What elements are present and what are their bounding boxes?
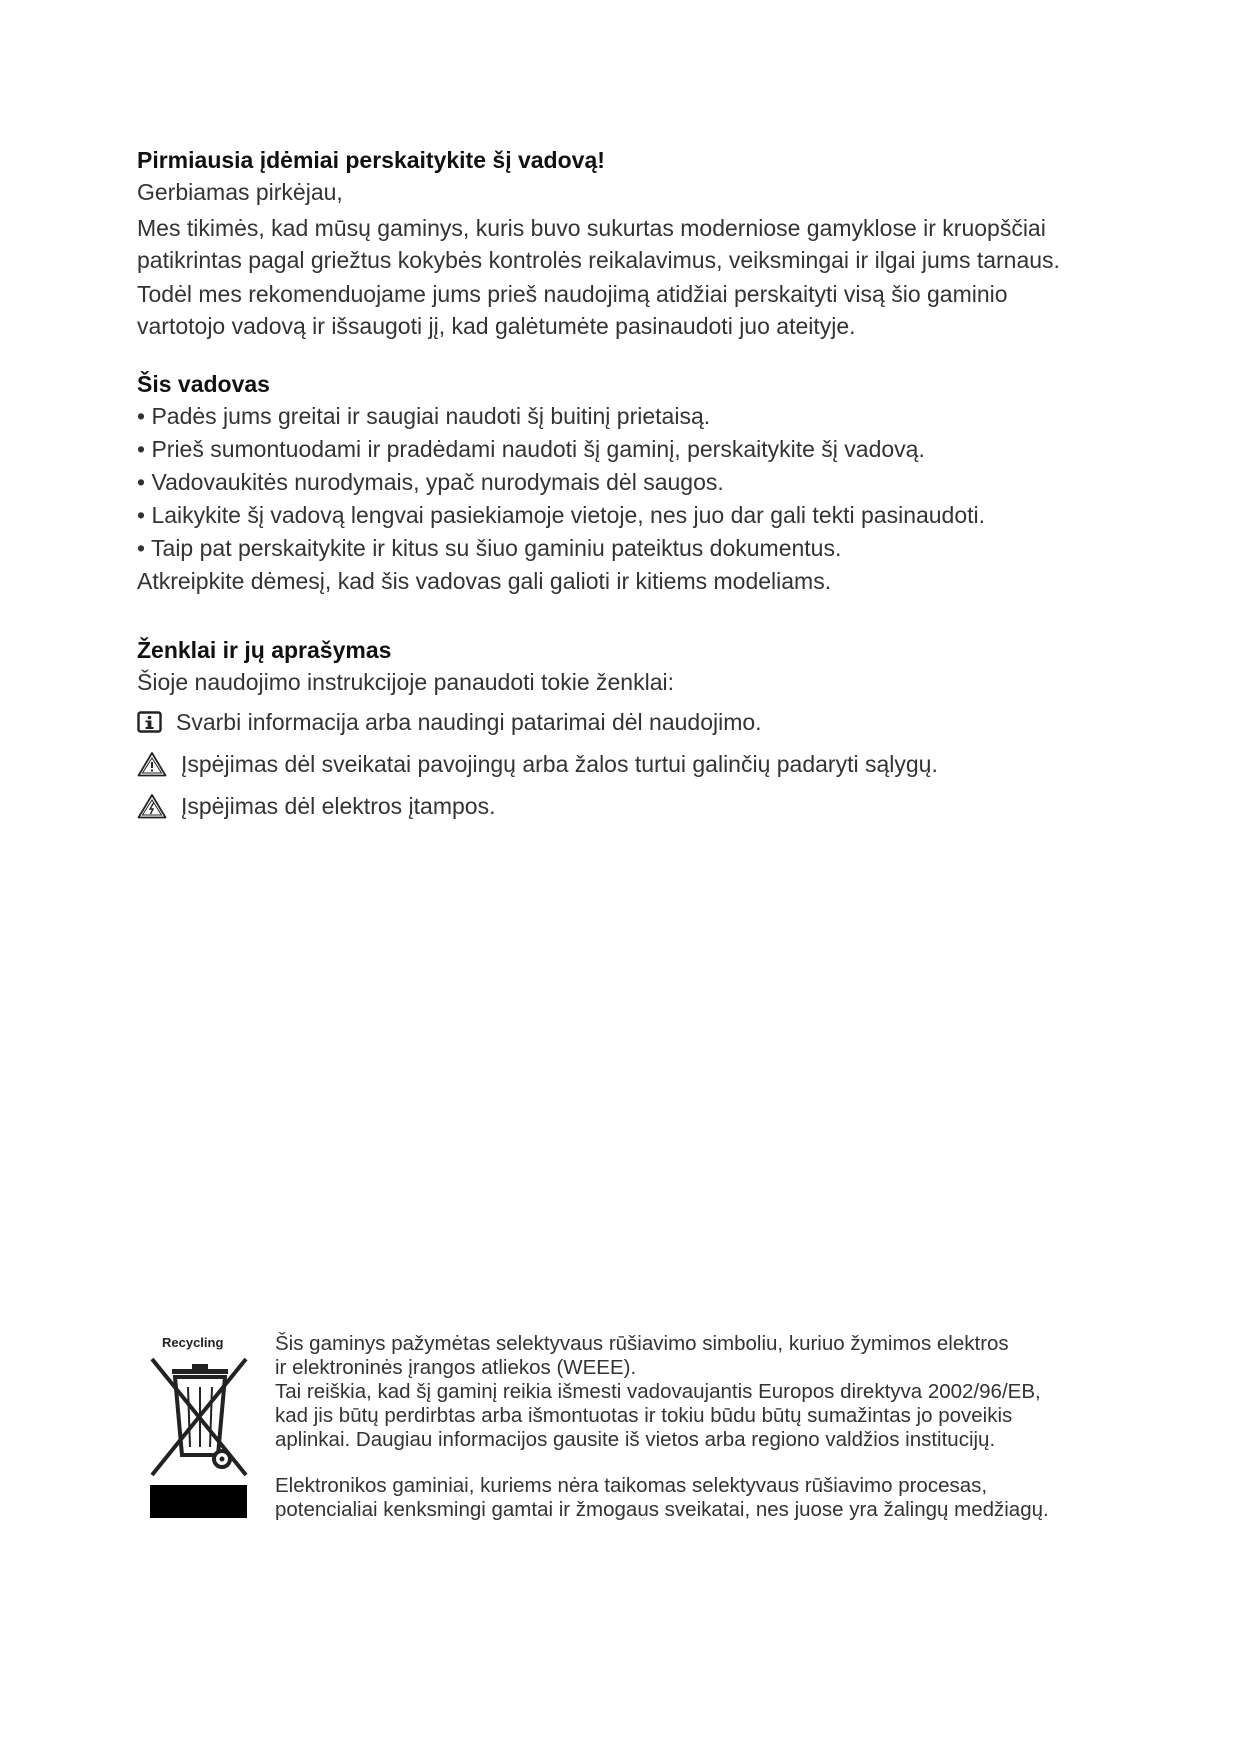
- intro-line: patikrintas pagal griežtus kokybės kontrolės reikalavimus, veiksmingai ir ilgai jums tarnaus.: [137, 247, 1060, 273]
- manual-title: Šis vadovas: [137, 371, 270, 397]
- intro-line: Mes tikimės, kad mūsų gaminys, kuris buvo sukurtas moderniose gamyklose ir kruopščiai: [137, 215, 1046, 241]
- weee-line: Elektronikos gaminiai, kuriems nėra taikomas selektyvaus rūšiavimo procesas,: [275, 1474, 988, 1497]
- recycling-label: Recycling: [162, 1335, 224, 1350]
- warning-icon: [137, 751, 167, 777]
- symbol-text: Įspėjimas dėl sveikatai pavojingų arba žalos turtui galinčių padaryti sąlygų.: [181, 750, 938, 777]
- symbol-row-warning: [137, 747, 938, 781]
- manual-bullet: • Vadovaukitės nurodymais, ypač nurodymais dėl saugos.: [137, 469, 724, 495]
- weee-line: Šis gaminys pažymėtas selektyvaus rūšiavimo simboliu, kuriuo žymimos elektros: [275, 1332, 1009, 1355]
- intro-title: Pirmiausia įdėmiai perskaitykite šį vadovą!: [137, 147, 605, 173]
- weee-line: aplinkai. Daugiau informacijos gausite iš vietos arba regiono valdžios institucijų.: [275, 1428, 996, 1451]
- symbol-text: Įspėjimas dėl elektros įtampos.: [181, 792, 496, 819]
- symbol-row-info: [137, 705, 762, 739]
- intro-line: vartotojo vadovą ir išsaugoti jį, kad galėtumėte pasinaudoti juo ateityje.: [137, 313, 856, 339]
- manual-bullet: • Prieš sumontuodami ir pradėdami naudoti šį gaminį, perskaitykite šį vadovą.: [137, 436, 925, 462]
- symbols-title: Ženklai ir jų aprašymas: [137, 637, 392, 663]
- weee-line: kad jis būtų perdirbtas arba išmontuotas ir tokiu būdu būtų sumažintas jo poveikis: [275, 1404, 1013, 1427]
- manual-section: [137, 368, 1137, 597]
- manual-bullet: • Padės jums greitai ir saugiai naudoti šį buitinį prietaisą.: [137, 403, 711, 429]
- symbol-row-electric: [137, 789, 495, 823]
- black-bar: [150, 1485, 247, 1518]
- weee-line: potencialiai kenksmingi gamtai ir žmogaus sveikatai, nes juose yra žalingų medžiagų.: [275, 1498, 1049, 1521]
- weee-line: ir elektroninės įrangos atliekos (WEEE).: [275, 1356, 637, 1379]
- greeting: Gerbiamas pirkėjau,: [137, 179, 343, 205]
- crossed-bin-icon: [150, 1355, 250, 1483]
- intro-line: Todėl mes rekomenduojame jums prieš naudojimą atidžiai perskaityti visą šio gaminio: [137, 281, 1008, 307]
- symbols-intro: Šioje naudojimo instrukcijoje panaudoti tokie ženklai:: [137, 669, 674, 695]
- weee-line: Tai reiškia, kad šį gaminį reikia išmesti vadovaujantis Europos direktyva 2002/96/EB,: [275, 1380, 1041, 1403]
- symbol-text: Svarbi informacija arba naudingi patarimai dėl naudojimo.: [176, 708, 762, 735]
- info-icon: [137, 711, 162, 733]
- intro-section: [137, 144, 1137, 342]
- symbols-section: [137, 634, 1137, 698]
- weee-paragraph-2: [275, 1474, 1175, 1522]
- manual-bullet: • Taip pat perskaitykite ir kitus su šiuo gaminiu pateiktus dokumentus.: [137, 535, 842, 561]
- manual-note: Atkreipkite dėmesį, kad šis vadovas gali galioti ir kitiems modeliams.: [137, 568, 832, 594]
- electric-warning-icon: [137, 793, 167, 819]
- manual-bullet: • Laikykite šį vadovą lengvai pasiekiamoje vietoje, nes juo dar gali tekti pasinaudoti.: [137, 502, 986, 528]
- weee-paragraph-1: [275, 1332, 1175, 1452]
- recycling-symbol: [150, 1335, 250, 1525]
